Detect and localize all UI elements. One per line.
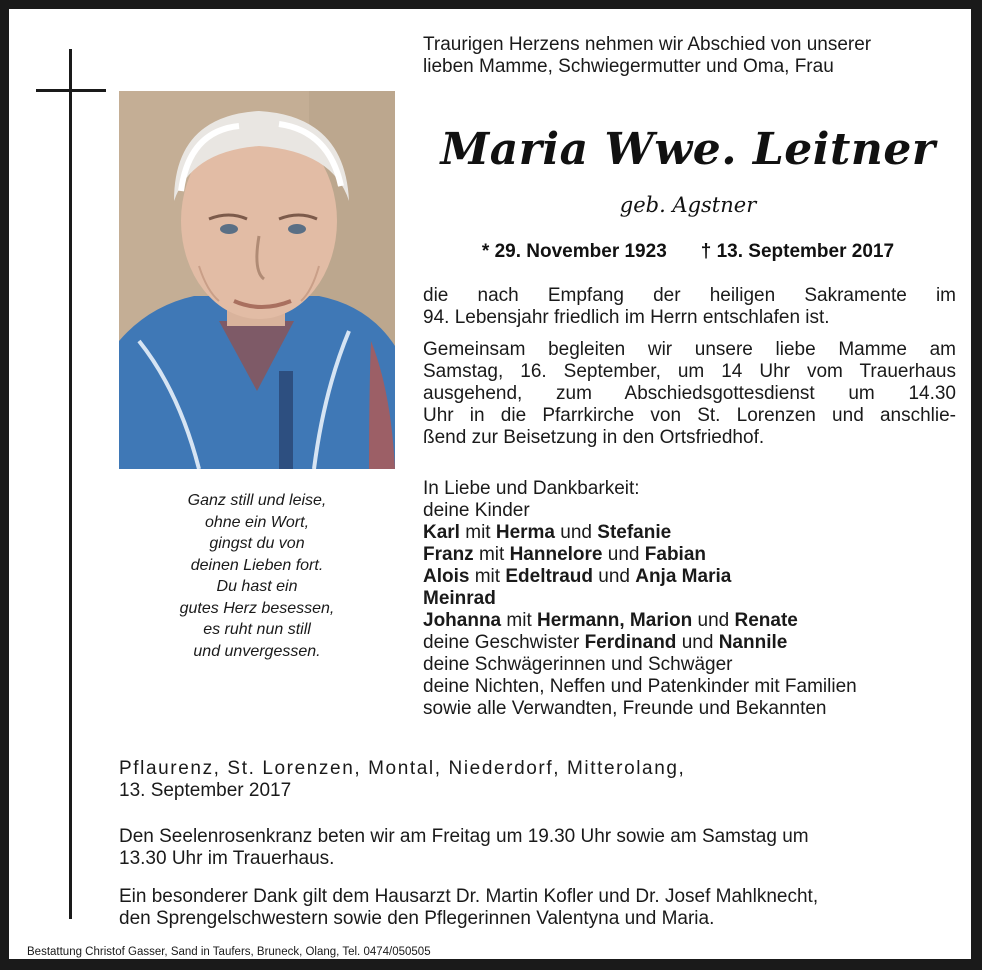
mourners-list [423, 478, 963, 720]
life-dates [423, 241, 953, 263]
intro-text [423, 34, 963, 78]
family-line: deine Schwägerinnen und Schwäger [423, 654, 733, 675]
rosary-line: Den Seelenrosenkranz beten wir am Freitag um 19.30 Uhr sowie am Samstag um [119, 826, 809, 847]
poem [119, 490, 395, 662]
connector: mit [465, 522, 491, 543]
family-name: Alois [423, 566, 470, 587]
connector: und [607, 544, 640, 565]
family-name: Stefanie [597, 522, 672, 543]
paragraph-line: Uhr in die Pfarrkirche von St. Lorenzen und anschlie- [423, 405, 956, 426]
family-name: Meinrad [423, 588, 496, 609]
siblings-label: deine Geschwister [423, 632, 580, 653]
funeral-home-footer: Bestattung Christof Gasser, Sand in Taufers, Bruneck, Olang, Tel. 0474/050505 [27, 946, 431, 958]
deceased-name: Maria Wwe. Leitner [440, 124, 936, 175]
family-name: Johanna [423, 610, 502, 631]
family-name: Ferdinand [584, 632, 677, 653]
intro-line: lieben Mamme, Schwiegermutter und Oma, Frau [423, 56, 834, 77]
birth-date: * 29. November 1923 [481, 241, 667, 262]
family-name: Fabian [644, 544, 706, 565]
connector: mit [506, 610, 532, 631]
paragraph-line: die nach Empfang der heiligen Sakramente im [423, 285, 956, 306]
family-name: Herma [495, 522, 556, 543]
family-line [423, 610, 963, 632]
places-and-date [119, 758, 959, 802]
birth-name: geb. Agstner [619, 193, 757, 217]
family-line [423, 544, 963, 566]
thanks-line: Ein besonderer Dank gilt dem Hausarzt Dr. Martin Kofler und Dr. Josef Mahlknecht, [119, 886, 819, 907]
rosary-notice [119, 826, 959, 870]
family-line: deine Nichten, Neffen und Patenkinder mit Familien [423, 676, 857, 697]
connector: und [560, 522, 592, 543]
rosary-line: 13.30 Uhr im Trauerhaus. [119, 848, 335, 869]
obituary-notice [9, 9, 971, 959]
family-name: Franz [423, 544, 474, 565]
family-line [423, 632, 963, 654]
paragraph-line: 94. Lebensjahr friedlich im Herrn entschlafen ist. [423, 307, 830, 328]
portrait-photo [119, 91, 395, 469]
intro-line: Traurigen Herzens nehmen wir Abschied von unserer [423, 34, 872, 55]
sacraments-paragraph [423, 285, 956, 329]
paragraph-line: ausgehend, zum Abschiedsgottesdienst um 14.30 [423, 383, 956, 404]
family-name: Karl [423, 522, 460, 543]
family-name: Anja Maria [635, 566, 732, 587]
poem-line: ohne ein Wort, [204, 513, 310, 531]
funeral-paragraph [423, 339, 956, 449]
family-line [423, 566, 963, 588]
notice-date: 13. September 2017 [119, 780, 292, 801]
poem-line: gingst du von [209, 535, 305, 552]
family-line [423, 588, 963, 610]
poem-line: Du hast ein [216, 578, 298, 595]
poem-line: Ganz still und leise, [187, 492, 327, 509]
places-line: Pflaurenz, St. Lorenzen, Montal, Niederdorf, Mitterolang, [119, 758, 686, 779]
poem-line: und unvergessen. [193, 642, 321, 660]
cross-horizontal-bar [36, 89, 106, 92]
family-name: Renate [734, 610, 798, 631]
poem-line: gutes Herz besessen, [179, 599, 335, 617]
connector: mit [474, 566, 501, 587]
cross-vertical-bar [69, 49, 72, 919]
connector: mit [478, 544, 505, 565]
poem-line: deinen Lieben fort. [190, 556, 324, 574]
mourners-heading: In Liebe und Dankbarkeit: [423, 478, 640, 499]
connector: und [681, 632, 714, 653]
thanks-line: den Sprengelschwestern sowie den Pflegerinnen Valentyna und Maria. [119, 908, 715, 929]
family-name: Hermann, Marion [537, 610, 693, 631]
family-line [423, 522, 963, 544]
family-name: Edeltraud [505, 566, 593, 587]
portrait-illustration [119, 91, 395, 469]
death-date: † 13. September 2017 [700, 241, 895, 262]
paragraph-line: ßend zur Beisetzung in den Ortsfriedhof. [423, 427, 765, 448]
thanks-notice [119, 886, 959, 930]
paragraph-line: Gemeinsam begleiten wir unsere liebe Mamme am [423, 339, 956, 360]
connector: und [697, 610, 730, 631]
family-name: Nannile [718, 632, 788, 653]
family-line: sowie alle Verwandten, Freunde und Bekannten [423, 698, 827, 719]
family-name: Hannelore [509, 544, 603, 565]
poem-line: es ruht nun still [203, 621, 311, 638]
paragraph-line: Samstag, 16. September, um 14 Uhr vom Trauerhaus [423, 361, 956, 382]
connector: und [598, 566, 630, 587]
children-label: deine Kinder [423, 500, 530, 521]
